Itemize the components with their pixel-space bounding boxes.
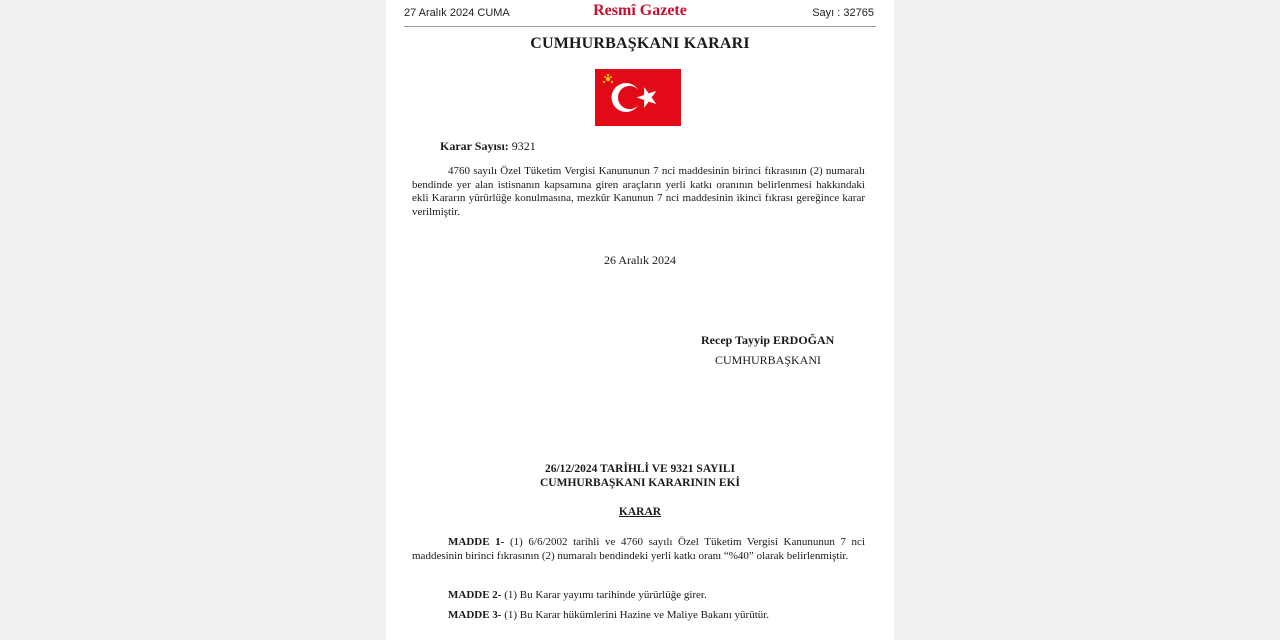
- signer-name: Recep Tayyip ERDOĞAN: [701, 333, 835, 347]
- decision-number-line: [440, 139, 536, 154]
- annex-heading-line2: CUMHURBAŞKANI KARARININ EKİ: [540, 477, 740, 489]
- article-1: [412, 536, 865, 563]
- article-text: (1) 6/6/2002 tarihli ve 4760 sayılı Özel Tüketim Vergisi Kanununun 7 nci maddesinin birinci fıkrasının (2) numaralı bendindeki yerli katkı oranı “%40” olarak belirlenmiştir.: [412, 536, 865, 562]
- turkish-flag-icon: [595, 69, 681, 126]
- article-label: MADDE 1-: [448, 536, 505, 548]
- gazette-date: 27 Aralık 2024 CUMA: [404, 7, 510, 19]
- article-label: MADDE 3-: [448, 609, 502, 621]
- article-2: [412, 589, 865, 603]
- gazette-page: [386, 0, 894, 640]
- article-text: (1) Bu Karar yayımı tarihinde yürürlüğe girer.: [504, 589, 707, 601]
- karar-heading: KARAR: [618, 506, 662, 518]
- annex-heading-line1: 26/12/2024 TARİHLİ VE 9321 SAYILI: [544, 463, 735, 475]
- article-3: [412, 609, 865, 623]
- header-divider: [404, 26, 876, 27]
- decision-number-label: Karar Sayısı:: [440, 139, 509, 153]
- article-label: MADDE 2-: [448, 589, 502, 601]
- gazette-title: Resmî Gazete: [593, 2, 687, 19]
- decision-body: 4760 sayılı Özel Tüketim Vergisi Kanununun 7 nci maddesinin birinci fıkrasının (2) numaralı bendinde yer alan istisnanın kapsamına giren araçların yerli katkı oranının belirlenmesi hakkındaki ekli Kararın yürürlüğe konulmasına, mezkûr Kanunun 7 nci maddesinin ikinci fıkrası gereğince karar verilmiştir.: [412, 165, 865, 218]
- gazette-issue-number: Sayı : 32765: [812, 7, 874, 19]
- signer-title: CUMHURBAŞKANI: [715, 353, 822, 367]
- annex-heading: [386, 462, 894, 490]
- signature-date: 26 Aralık 2024: [604, 253, 676, 267]
- article-text: (1) Bu Karar hükümlerini Hazine ve Maliye Bakanı yürütür.: [504, 609, 770, 621]
- decision-number: 9321: [511, 139, 536, 153]
- document-title: CUMHURBAŞKANI KARARI: [530, 35, 750, 52]
